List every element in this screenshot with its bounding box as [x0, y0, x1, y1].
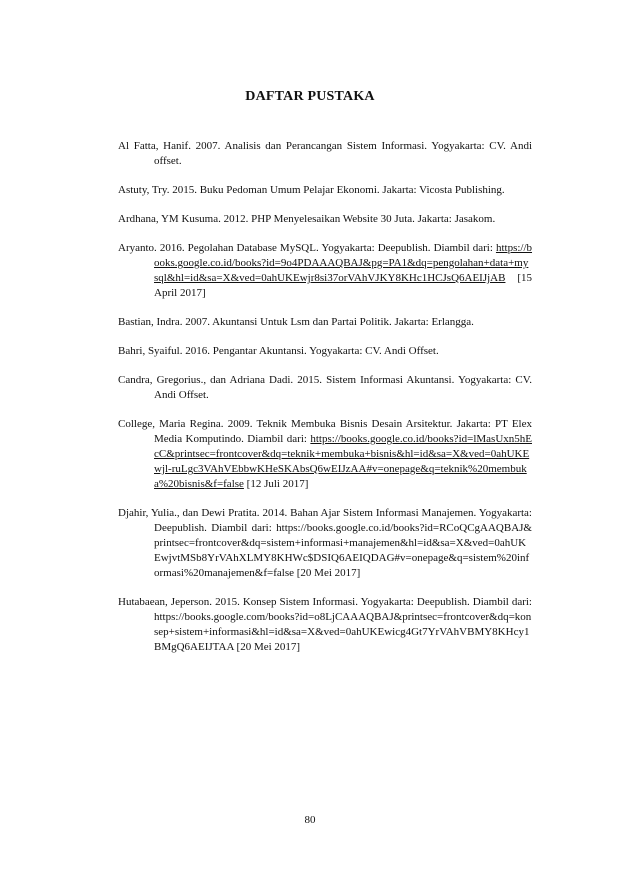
- reference-access-date: [12 Juli 2017]: [243, 478, 309, 490]
- reference-url-text: https://books.google.co.id/books?id=RCoQCgAAQBAJ&printsec=frontcover&dq=sistem+informasi+manajemen&hl=id&sa=X&ved=0ahUKEwjvtMSb8YrVAhXLMY8KHWc$DSIQ6AEIQDAG#v=onepage&q=sistem%20informasi%20manajemen&f=false: [154, 522, 532, 579]
- reference-item: [118, 344, 532, 359]
- reference-access-date: [20 Mei 2017]: [294, 567, 361, 579]
- reference-item: [118, 315, 532, 330]
- reference-item: [118, 595, 532, 655]
- reference-text: Djahir, Yulia., dan Dewi Pratita. 2014. Bahan Ajar Sistem Informasi Manajemen. Yogyakarta: Deepublish. Diambil dari:: [118, 507, 532, 534]
- reference-text: Bahri, Syaiful. 2016. Pengantar Akuntansi. Yogyakarta: CV. Andi Offset.: [118, 345, 439, 357]
- reference-url-text: https://books.google.com/books?id=o8LjCAAAQBAJ&printsec=frontcover&dq=konsep+sistem+informasi&hl=id&sa=X&ved=0ahUKEwicg4Gt7YrVAhVBMY8KHcy1BMgQ6AEIJTAA: [154, 611, 532, 653]
- reference-item: [118, 506, 532, 581]
- reference-text: Bastian, Indra. 2007. Akuntansi Untuk Lsm dan Partai Politik. Jakarta: Erlangga.: [118, 316, 474, 328]
- reference-access-date: [20 Mei 2017]: [233, 641, 301, 653]
- reference-text: Candra, Gregorius., dan Adriana Dadi. 2015. Sistem Informasi Akuntansi. Yogyakarta: CV. Andi Offset.: [118, 374, 532, 401]
- reference-link[interactable]: https://books.google.co.id/books?id=lMasUxn5hEcC&printsec=frontcover&dq=teknik+membuka+bisnis&hl=id&sa=X&ved=0ahUKEwjl-ruLgc3VAhVEbbwKHeSKAbsQ6wEIJzAA#v=onepage&q=teknik%20membuka%20bisnis&f=false: [154, 433, 532, 490]
- reference-item: [118, 417, 532, 492]
- reference-item: [118, 241, 532, 301]
- reference-text: Aryanto. 2016. Pegolahan Database MySQL. Yogyakarta: Deepublish. Diambil dari:: [118, 242, 493, 254]
- page-number: 80: [304, 814, 316, 826]
- reference-item: [118, 183, 532, 198]
- reference-item: [118, 139, 532, 169]
- reference-text: Hutabaean, Jeperson. 2015. Konsep Sistem Informasi. Yogyakarta: Deepublish. Diambil dari:: [118, 596, 532, 608]
- reference-item: [118, 373, 532, 403]
- page-title: DAFTAR PUSTAKA: [245, 89, 375, 104]
- reference-access-date: [15 April 2017]: [154, 272, 532, 299]
- reference-text: Ardhana, YM Kusuma. 2012. PHP Menyelesaikan Website 30 Juta. Jakarta: Jasakom.: [118, 213, 496, 225]
- reference-item: [118, 212, 532, 227]
- reference-text: Astuty, Try. 2015. Buku Pedoman Umum Pelajar Ekonomi. Jakarta: Vicosta Publishing.: [118, 184, 505, 196]
- reference-list: [118, 139, 532, 669]
- reference-text: College, Maria Regina. 2009. Teknik Membuka Bisnis Desain Arsitektur. Jakarta: PT Elex Media Komputindo. Diambil dari:: [118, 418, 532, 445]
- reference-link[interactable]: https://books.google.co.id/books?id=9o4PDAAAQBAJ&pg=PA1&dq=pengolahan+data+mysql&hl=id&sa=X&ved=0ahUKEwjr8si37orVAhVJKY8KHc1HCJsQ6AEIJjAB: [154, 242, 533, 284]
- reference-text: Al Fatta, Hanif. 2007. Analisis dan Perancangan Sistem Informasi. Yogyakarta: CV. Andi offset.: [118, 140, 532, 167]
